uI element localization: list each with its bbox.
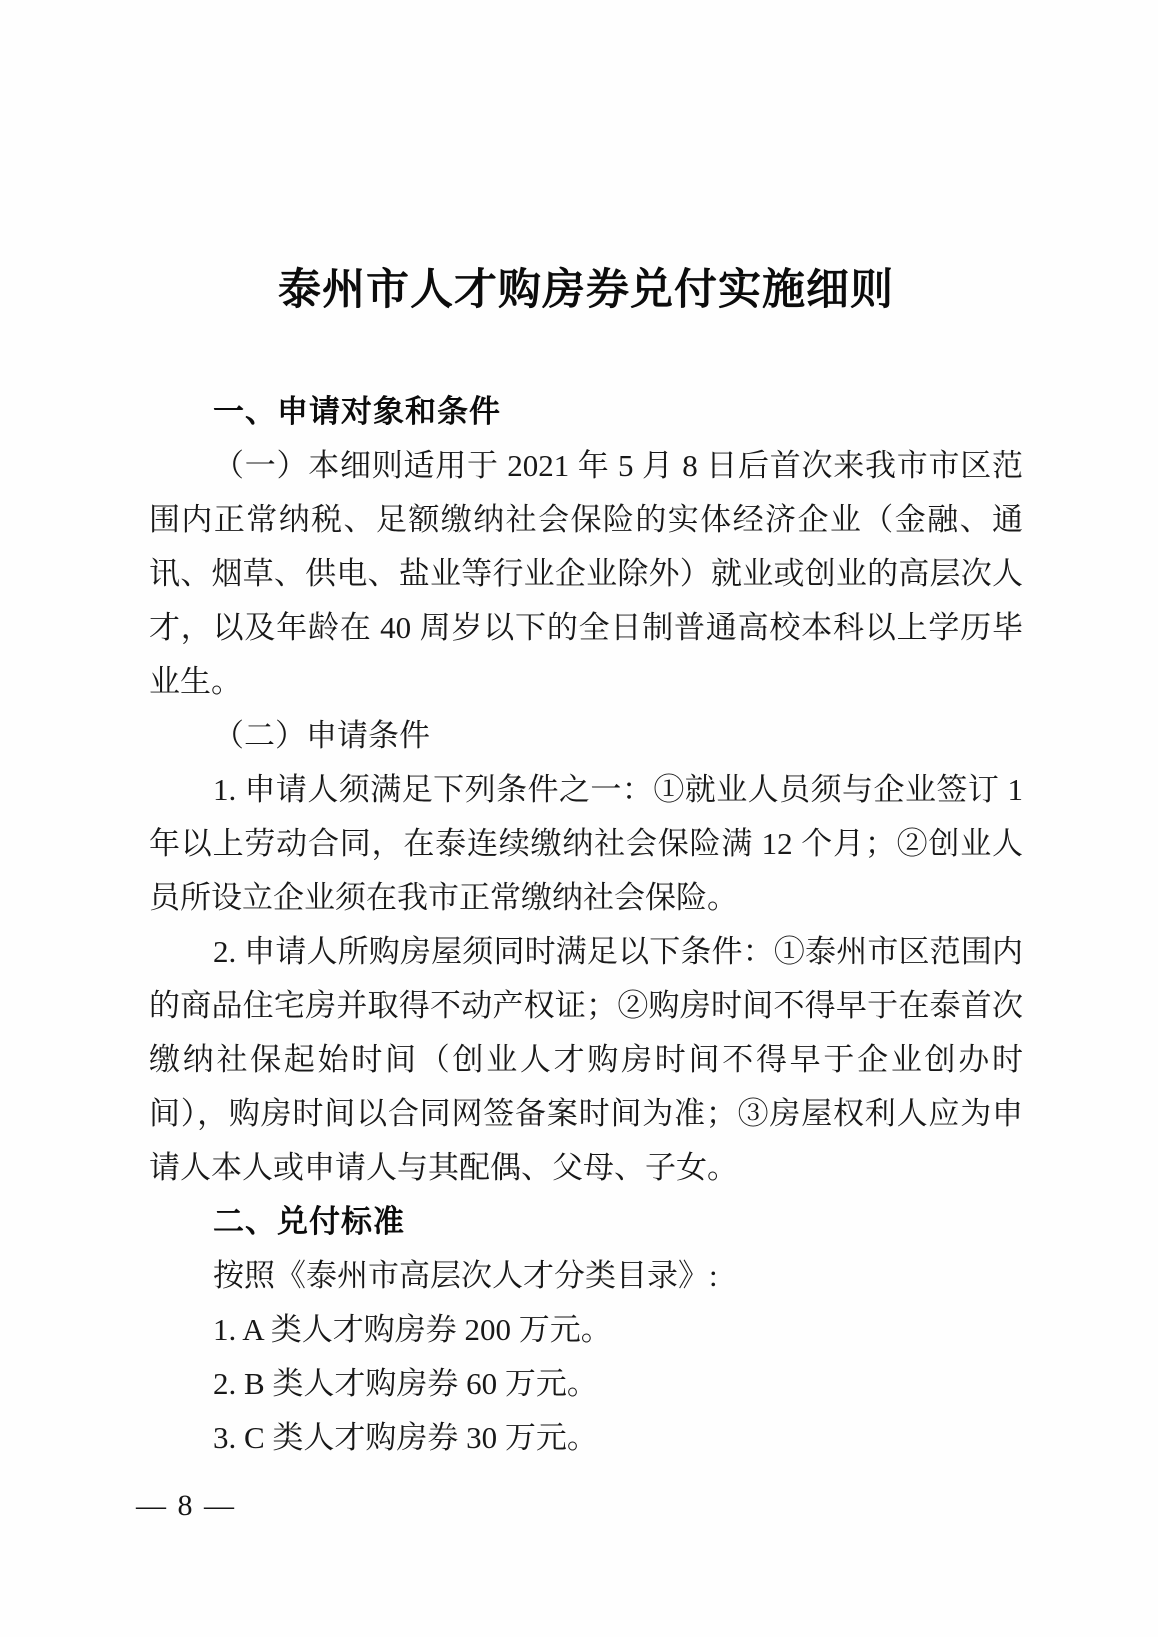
para-condition-2: 2. 申请人所购房屋须同时满足以下条件：①泰州市区范围内的商品住宅房并取得不动产权证；②购房时间不得早于在泰首次缴纳社保起始时间（创业人才购房时间不得早于企业创办时间），购房时间以合同网签备案时间为准；③房屋权利人应为申请人本人或申请人与其配偶、父母、子女。 <box>149 934 1023 1185</box>
para-applicability: （一）本细则适用于 2021 年 5 月 8 日后首次来我市市区范围内正常纳税、足额缴纳社会保险的实体经济企业（金融、通讯、烟草、供电、盐业等行业企业除外）就业或创业的高层次人才，以及年龄在 40 周岁以下的全日制普通高校本科以上学历毕业生。 <box>149 448 1023 699</box>
document-title: 泰州市人才购房券兑付实施细则 <box>278 267 894 314</box>
document-content <box>149 263 1023 1465</box>
section-1-heading: 一、申请对象和条件 <box>213 394 501 429</box>
para-condition-1: 1. 申请人须满足下列条件之一：①就业人员须与企业签订 1 年以上劳动合同，在泰连续缴纳社会保险满 12 个月；②创业人员所设立企业须在我市正常缴纳社会保险。 <box>149 772 1023 915</box>
para-standard-intro: 按照《泰州市高层次人才分类目录》: <box>213 1258 718 1293</box>
list-item-class-a: 1. A 类人才购房券 200 万元。 <box>213 1312 612 1347</box>
list-item-class-b: 2. B 类人才购房券 60 万元。 <box>213 1366 598 1401</box>
section-2-heading: 二、兑付标准 <box>213 1204 405 1239</box>
page-number: — 8 — <box>136 1489 236 1522</box>
para-application-conditions-label: （二）申请条件 <box>213 718 430 753</box>
list-item-class-c: 3. C 类人才购房券 30 万元。 <box>213 1420 598 1455</box>
